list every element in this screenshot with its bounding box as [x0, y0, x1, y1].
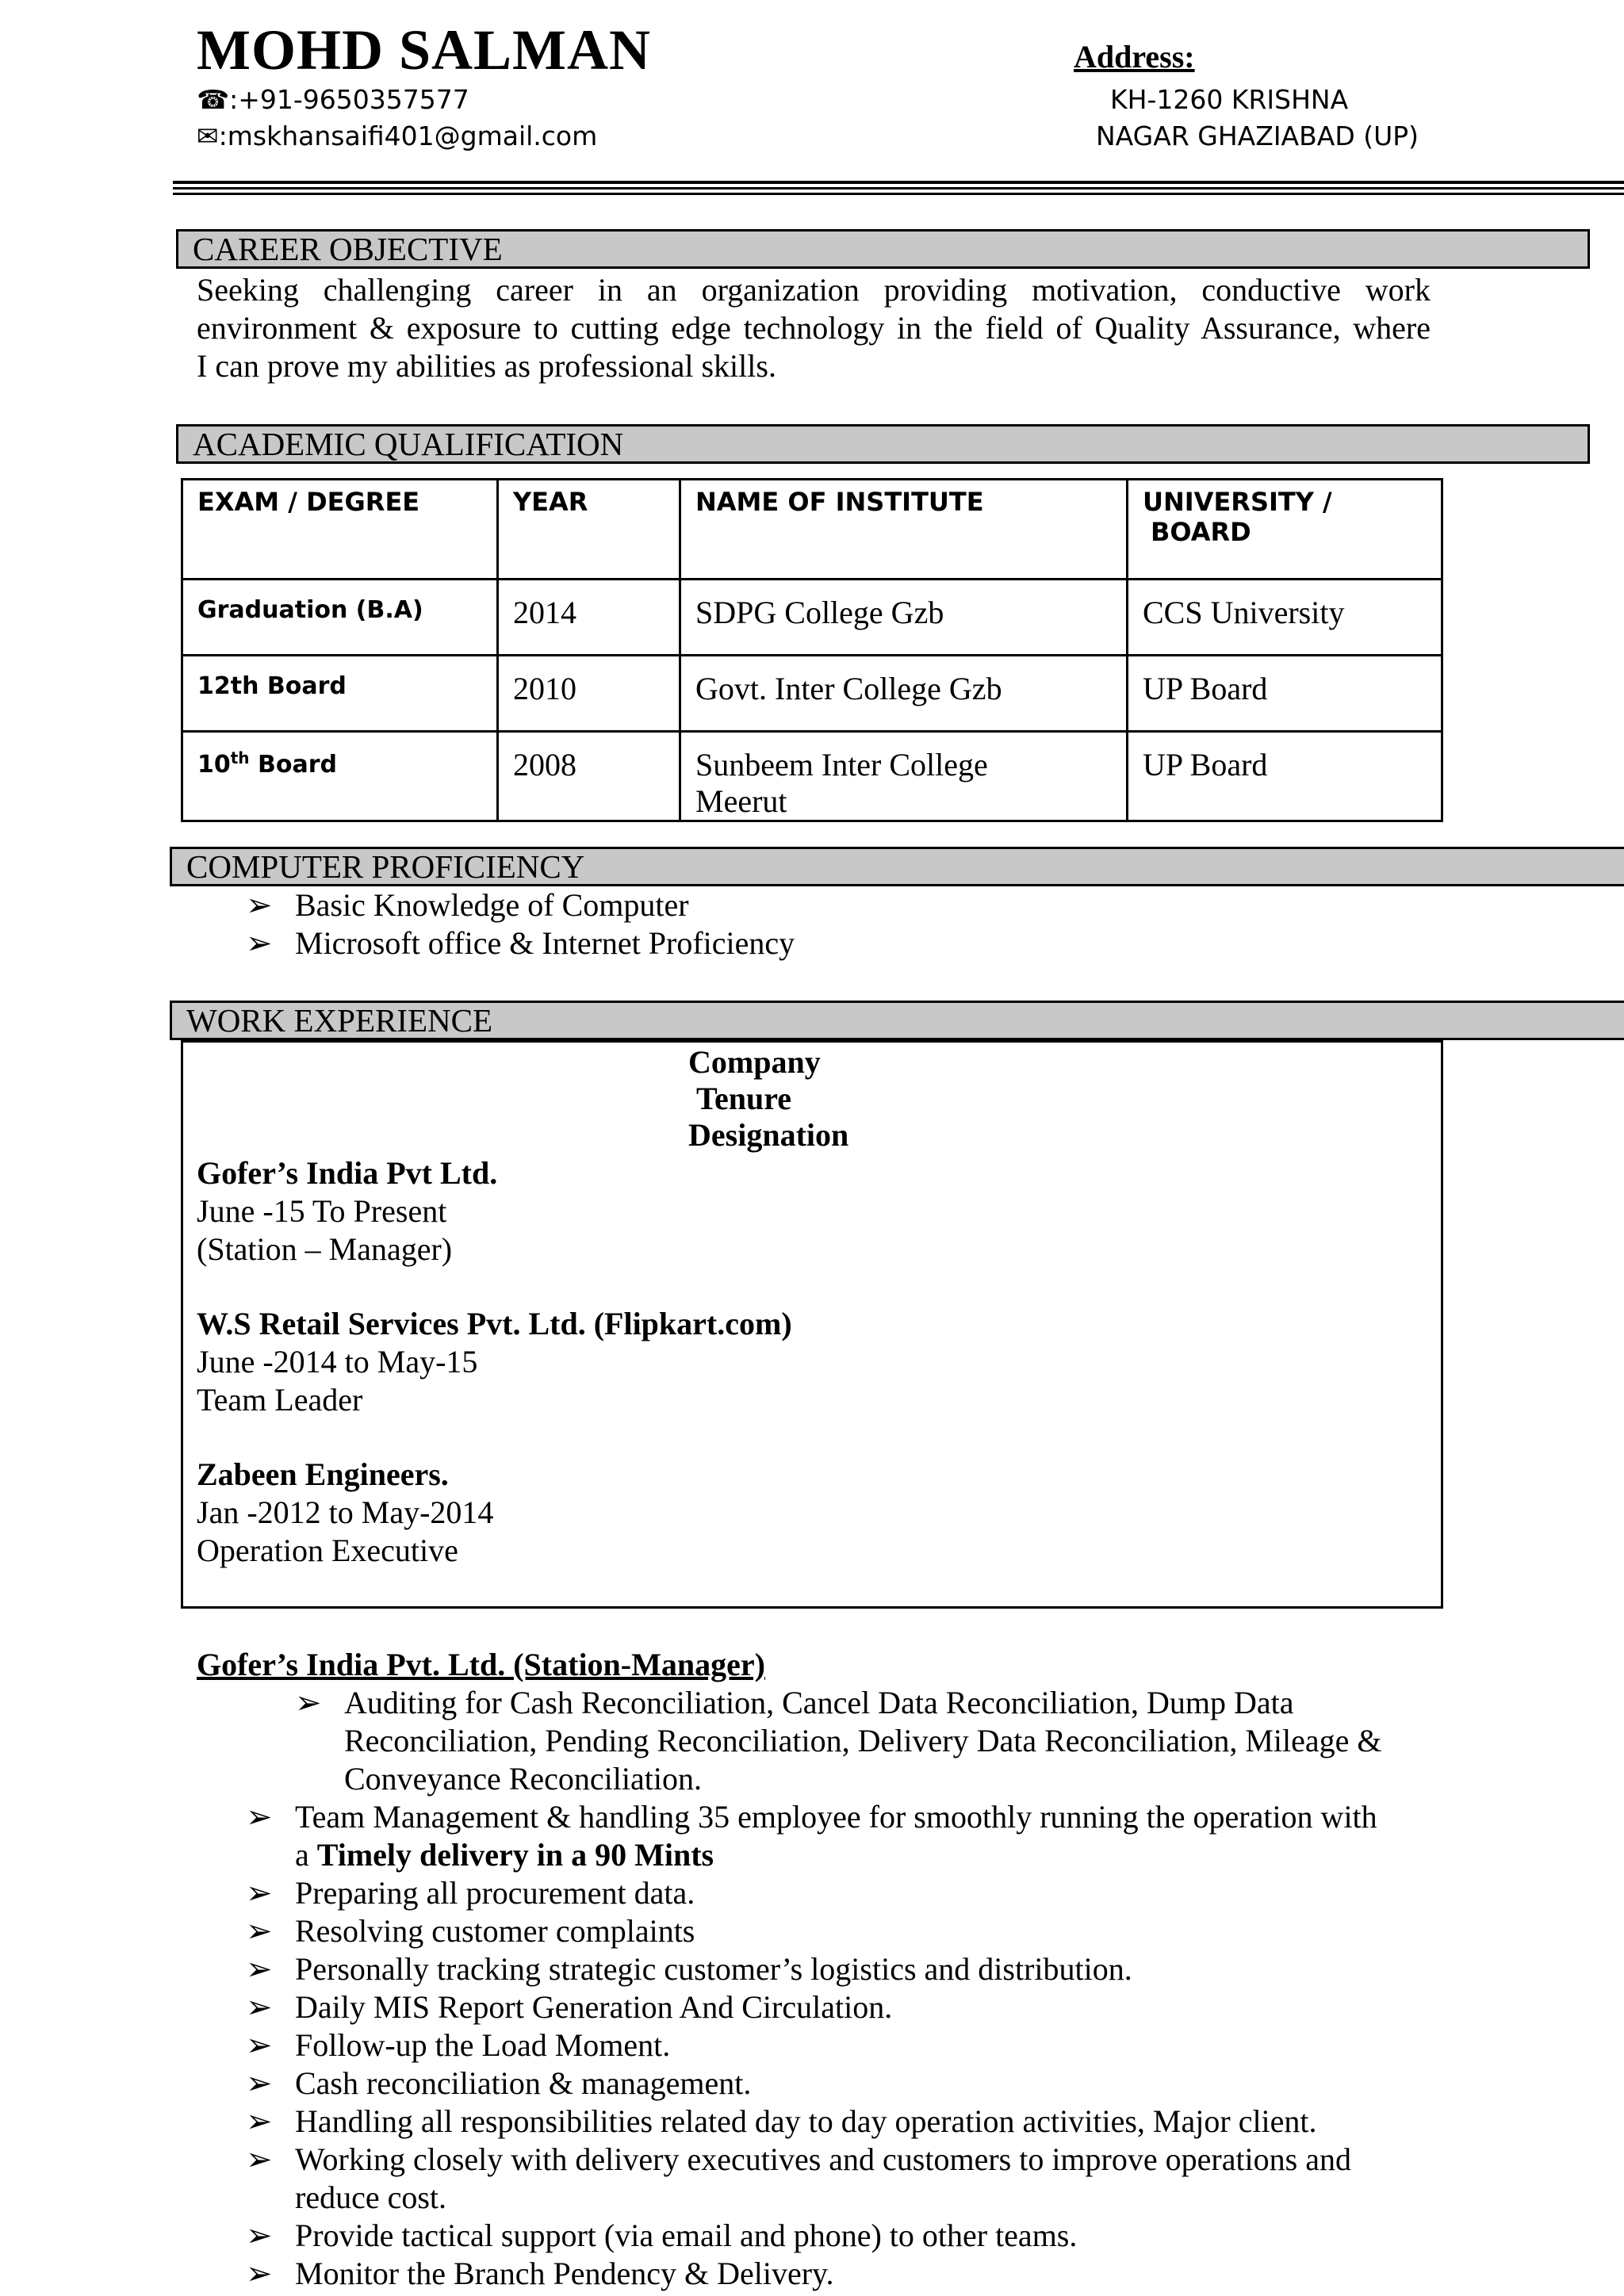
arrow-bullet-icon: ➢ [295, 1685, 322, 1720]
arrow-bullet-icon: ➢ [246, 1799, 273, 1835]
list-item-text: Microsoft office & Internet Proficiency [295, 925, 795, 961]
job-tenure: June -2014 to May-15 [197, 1344, 478, 1380]
list-item [246, 924, 795, 962]
year-cell: 2010 [498, 656, 680, 732]
academic-table [181, 478, 1443, 822]
exam-number: 10 [197, 751, 231, 779]
list-item-text: Monitor the Branch Pendency & Delivery. [295, 2256, 834, 2291]
arrow-bullet-icon: ➢ [246, 2027, 273, 2063]
computer-heading: COMPUTER PROFICIENCY [170, 847, 1624, 886]
board-cell: CCS University [1128, 580, 1442, 656]
arrow-bullet-icon: ➢ [246, 1989, 273, 2025]
col-university [1128, 480, 1442, 580]
arrow-bullet-icon: ➢ [246, 2218, 273, 2253]
gofer-list [246, 1798, 1443, 2293]
work-heading: WORK EXPERIENCE [170, 1001, 1624, 1040]
institute-cell [680, 732, 1128, 821]
legend-company: Company [688, 1044, 821, 1080]
timely-delivery-emphasis: Timely delivery in a 90 Mints [316, 1837, 714, 1873]
year-cell: 2014 [498, 580, 680, 656]
exam-suffix: Board [249, 751, 337, 779]
list-item-line [295, 1836, 1443, 1874]
list-item [246, 2141, 1443, 2217]
table-row [182, 656, 1442, 732]
career-line: environment & exposure to cutting edge technology in the field of Quality Assurance, where [197, 310, 1431, 346]
list-item [246, 1874, 1443, 1912]
arrow-bullet-icon: ➢ [246, 925, 273, 961]
institute-line1: Sunbeem Inter College [695, 747, 988, 783]
list-item-text: Basic Knowledge of Computer [295, 887, 689, 923]
institute-line2: Meerut [695, 783, 787, 819]
list-item-line: Reconciliation, Pending Reconciliation, Delivery Data Reconciliation, Mileage & [344, 1723, 1382, 1758]
address-line-2: NAGAR GHAZIABAD (UP) [1096, 121, 1419, 151]
list-item-text: Cash reconciliation & management. [295, 2065, 752, 2101]
arrow-bullet-icon: ➢ [246, 1875, 273, 1911]
envelope-icon: ✉ [197, 121, 219, 151]
list-item [246, 2255, 1443, 2293]
arrow-bullet-icon: ➢ [246, 1913, 273, 1949]
list-item [246, 2064, 1443, 2103]
arrow-bullet-icon: ➢ [246, 2103, 273, 2139]
email-row [197, 121, 597, 151]
phone-icon: ☎ [197, 84, 230, 115]
list-item-text: Daily MIS Report Generation And Circulation. [295, 1989, 893, 2025]
arrow-bullet-icon: ➢ [246, 2065, 273, 2101]
list-item [246, 1988, 1443, 2026]
list-item [246, 886, 795, 924]
career-line: I can prove my abilities as professional skills. [197, 348, 776, 384]
list-item-prefix: a [295, 1837, 317, 1873]
col-exam: EXAM / DEGREE [182, 480, 498, 580]
arrow-bullet-icon: ➢ [246, 2141, 273, 2177]
institute-cell: SDPG College Gzb [680, 580, 1128, 656]
job-company: Gofer’s India Pvt Ltd. [197, 1155, 498, 1191]
job-company: Zabeen Engineers. [197, 1456, 449, 1492]
list-item [246, 2026, 1443, 2064]
list-item-text: Resolving customer complaints [295, 1913, 695, 1949]
job-designation: Team Leader [197, 1382, 363, 1418]
year-cell: 2008 [498, 732, 680, 821]
table-header-row [182, 480, 1442, 580]
list-item [295, 1684, 1413, 1798]
exam-cell: Graduation (B.A) [182, 580, 498, 656]
address-label: Address: [1074, 39, 1195, 75]
job-designation: (Station – Manager) [197, 1231, 453, 1267]
job-designation: Operation Executive [197, 1533, 458, 1568]
board-cell: UP Board [1128, 656, 1442, 732]
candidate-name: MOHD SALMAN [197, 18, 651, 82]
legend-designation: Designation [688, 1117, 849, 1153]
table-row [182, 580, 1442, 656]
list-item [246, 2217, 1443, 2255]
list-item-text: Preparing all procurement data. [295, 1875, 695, 1911]
gofer-sub-list [295, 1684, 1413, 1798]
list-item-line: reduce cost. [295, 2179, 447, 2215]
arrow-bullet-icon: ➢ [246, 2256, 273, 2291]
list-item-line: Auditing for Cash Reconciliation, Cancel Data Reconciliation, Dump Data [344, 1685, 1294, 1720]
header-rule-middle [173, 187, 1624, 189]
col-university-line2: BOARD [1151, 517, 1251, 547]
legend-tenure: Tenure [696, 1081, 792, 1116]
job-tenure: Jan -2012 to May-2014 [197, 1494, 494, 1530]
job-company: W.S Retail Services Pvt. Ltd. (Flipkart.com) [197, 1306, 792, 1341]
list-item [246, 1912, 1443, 1950]
exam-cell: 12th Board [182, 656, 498, 732]
list-item-text: Personally tracking strategic customer’s logistics and distribution. [295, 1951, 1132, 1987]
col-year: YEAR [498, 480, 680, 580]
list-item-text: Follow-up the Load Moment. [295, 2027, 671, 2063]
list-item-line: Conveyance Reconciliation. [344, 1761, 702, 1797]
arrow-bullet-icon: ➢ [246, 1951, 273, 1987]
career-line: Seeking challenging career in an organization providing motivation, conductive work [197, 272, 1431, 308]
list-item-text: Handling all responsibilities related day to day operation activities, Major client. [295, 2103, 1317, 2139]
phone-number: :+91-9650357577 [229, 84, 469, 115]
arrow-bullet-icon: ➢ [246, 887, 273, 923]
institute-cell: Govt. Inter College Gzb [680, 656, 1128, 732]
career-objective-heading: CAREER OBJECTIVE [176, 229, 1590, 269]
email-address: :mskhansaifi401@gmail.com [218, 121, 598, 151]
header-rule-top [173, 181, 1624, 184]
exam-superscript: th [230, 748, 250, 767]
phone-row [197, 84, 469, 115]
exam-cell [182, 732, 498, 821]
gofer-title: Gofer’s India Pvt. Ltd. (Station-Manager) [197, 1647, 765, 1682]
table-row [182, 732, 1442, 821]
career-objective-text [197, 271, 1431, 385]
address-line-1: KH-1260 KRISHNA [1110, 84, 1349, 115]
list-item [246, 2103, 1443, 2141]
col-university-line1: UNIVERSITY / [1143, 487, 1332, 517]
header-rule-bottom [173, 193, 1624, 195]
list-item [246, 1950, 1443, 1988]
list-item-text: Provide tactical support (via email and phone) to other teams. [295, 2218, 1078, 2253]
col-institute: NAME OF INSTITUTE [680, 480, 1128, 580]
list-item-line: Working closely with delivery executives and customers to improve operations and [295, 2141, 1351, 2177]
job-tenure: June -15 To Present [197, 1193, 447, 1229]
computer-list [246, 886, 795, 962]
academic-heading: ACADEMIC QUALIFICATION [176, 424, 1590, 464]
list-item [246, 1798, 1443, 1874]
list-item-line: Team Management & handling 35 employee for smoothly running the operation with [295, 1799, 1377, 1835]
board-cell: UP Board [1128, 732, 1442, 821]
